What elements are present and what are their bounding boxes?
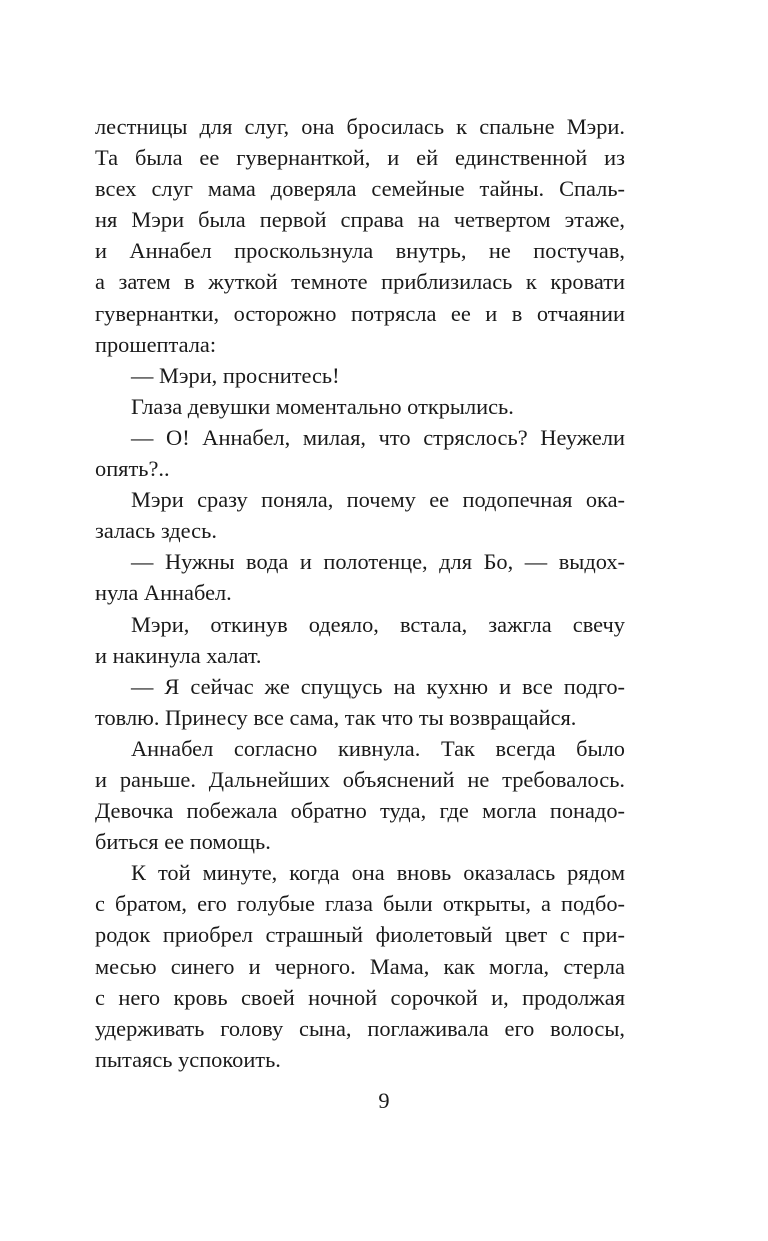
text-line: с братом, его голубые глаза были открыты, а подбо- <box>95 891 625 917</box>
text-line: залась здесь. <box>95 518 217 544</box>
text-line: товлю. Принесу все сама, так что ты возвращайся. <box>95 704 577 730</box>
text-line: всех слуг мама доверяла семейные тайны. Спаль- <box>95 176 625 202</box>
text-line: ня Мэри была первой справа на четвертом этаже, <box>95 207 625 233</box>
page-number: 9 <box>378 1088 390 1113</box>
text-line: нула Аннабел. <box>95 580 232 606</box>
text-line: — Я сейчас же спущусь на кухню и все подго- <box>131 673 625 699</box>
text-line: Та была ее гувернанткой, и ей единственной из <box>95 145 625 171</box>
text-line: Девочка побежала обратно туда, где могла понадо- <box>95 798 625 824</box>
text-line: К той минуте, когда она вновь оказалась рядом <box>131 860 625 886</box>
text-line: и Аннабел проскользнула внутрь, не постучав, <box>95 238 625 264</box>
text-line: Аннабел согласно кивнула. Так всегда было <box>131 735 625 761</box>
text-line: и накинула халат. <box>95 642 262 668</box>
text-line: гувернантки, осторожно потрясла ее и в отчаянии <box>95 300 625 326</box>
text-line: лестницы для слуг, она бросилась к спальне Мэри. <box>95 114 625 139</box>
text-line: а затем в жуткой темноте приблизилась к кровати <box>95 269 625 295</box>
text-line: Глаза девушки моментально открылись. <box>131 393 514 419</box>
text-line: и раньше. Дальнейших объяснений не требовалось. <box>95 766 625 792</box>
text-line: — О! Аннабел, милая, что стряслось? Неужели <box>131 424 625 450</box>
text-line: удерживать голову сына, поглаживала его волосы, <box>95 1015 625 1041</box>
text-line: — Нужны вода и полотенце, для Бо, — выдох- <box>131 549 625 575</box>
text-line: опять?.. <box>95 456 170 482</box>
text-line: месью синего и черного. Мама, как могла, стерла <box>95 953 625 979</box>
text-line: родок приобрел страшный фиолетовый цвет с при- <box>95 922 625 948</box>
page-body-text <box>95 111 625 1075</box>
text-line: прошептала: <box>95 331 217 357</box>
text-line: — Мэри, проснитесь! <box>131 362 340 388</box>
text-line: Мэри, откинув одеяло, встала, зажгла свечу <box>131 611 625 637</box>
text-line: Мэри сразу поняла, почему ее подопечная ока- <box>131 487 625 513</box>
text-line: биться ее помощь. <box>95 829 271 855</box>
text-line: пытаясь успокоить. <box>95 1046 281 1072</box>
text-line: с него кровь своей ночной сорочкой и, продолжая <box>95 984 625 1010</box>
